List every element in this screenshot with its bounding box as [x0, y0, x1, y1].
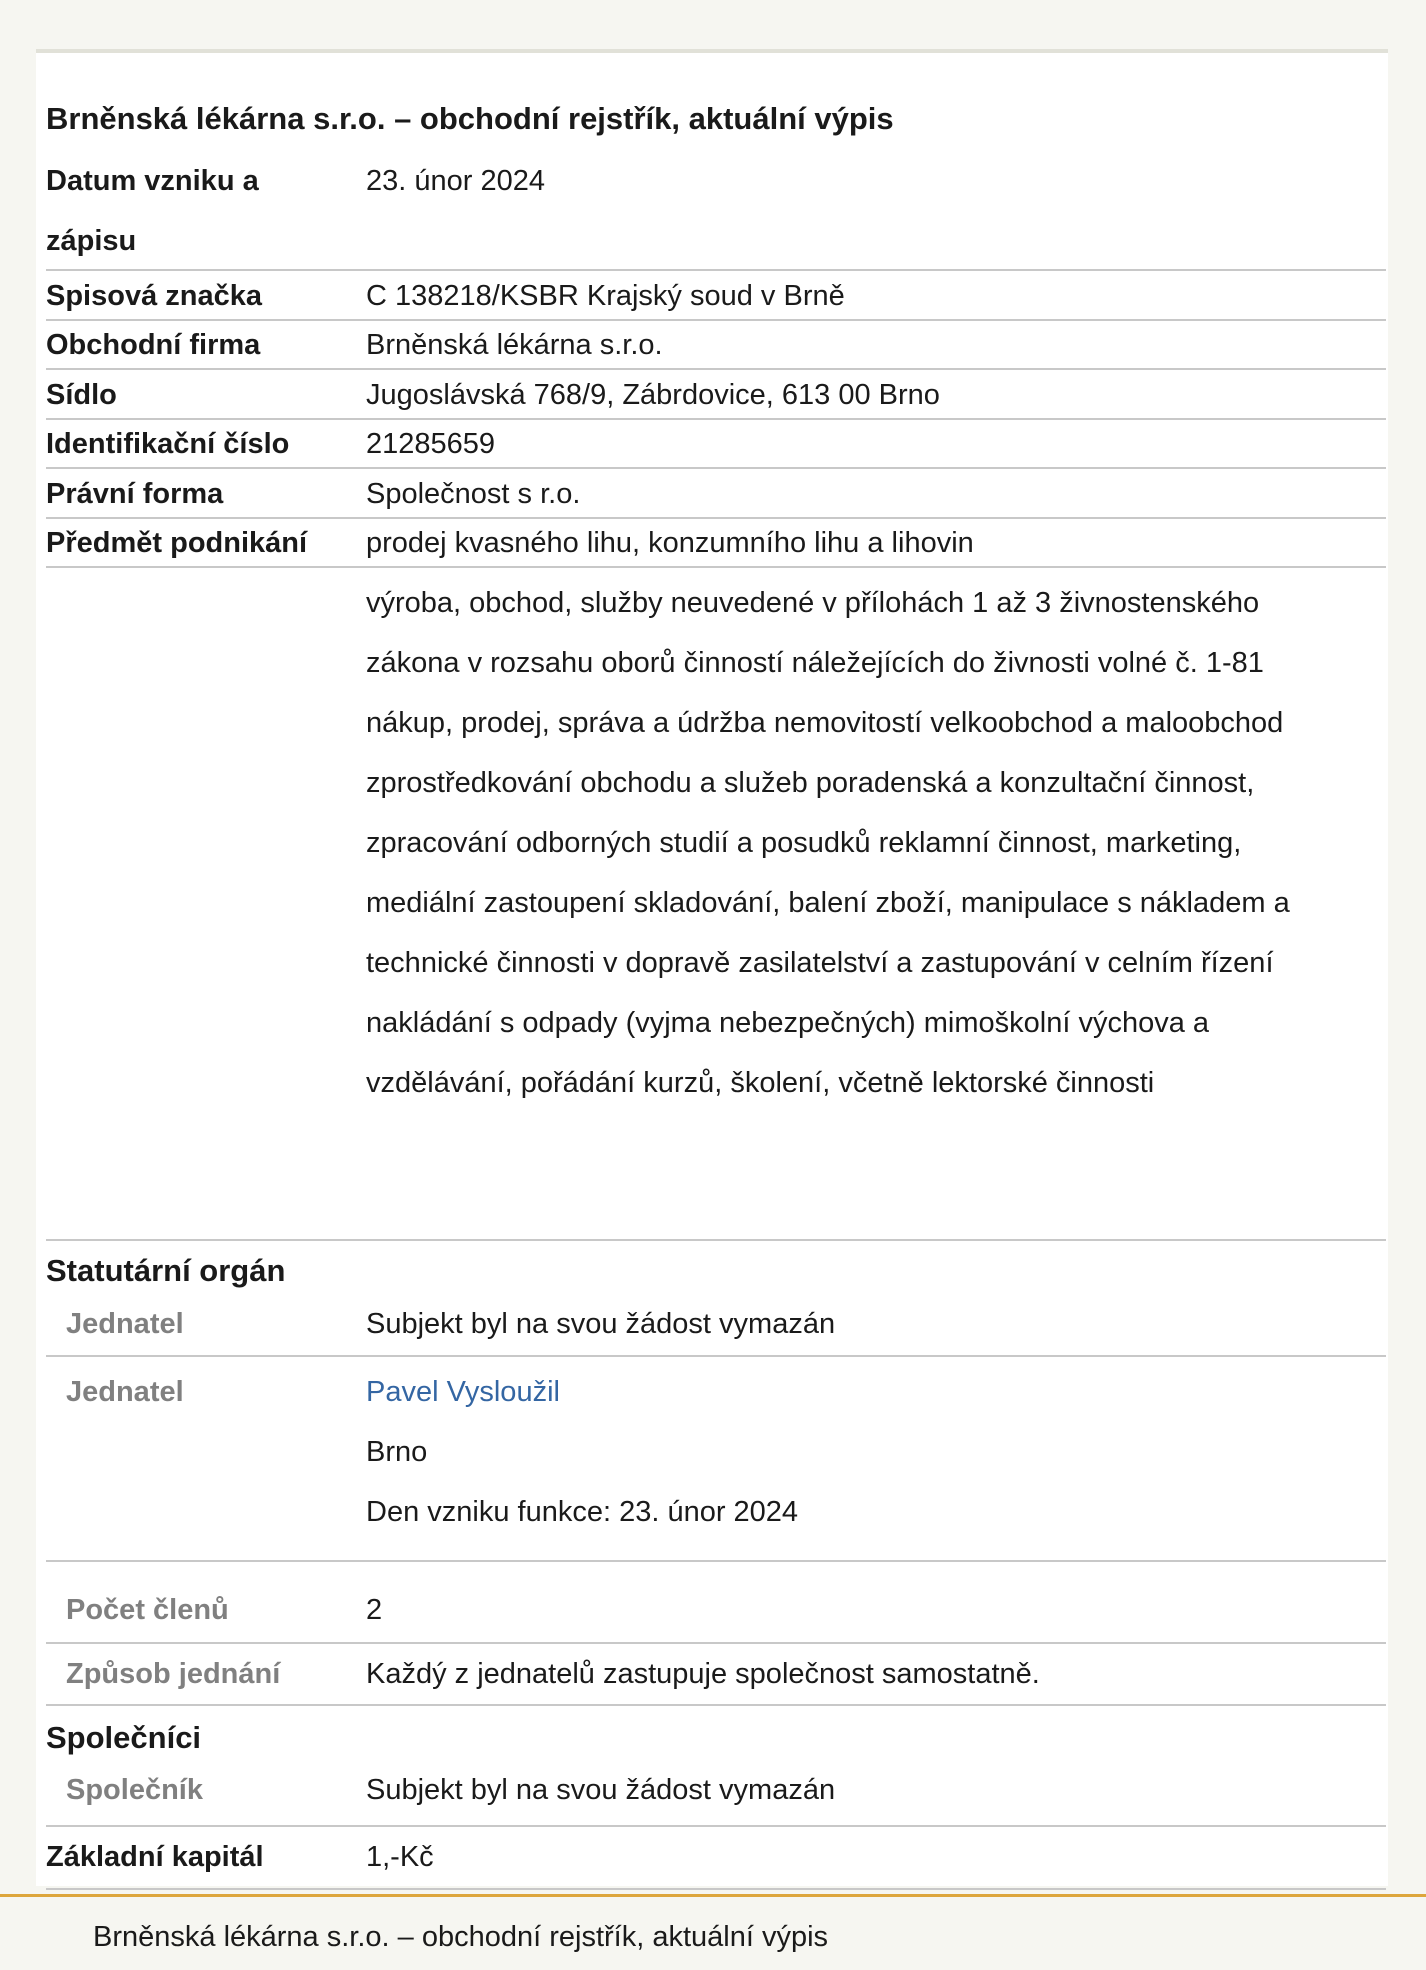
row-pravni-forma — [46, 469, 1386, 519]
row-obchodni-firma — [46, 321, 1386, 370]
row-value: Brněnská lékárna s.r.o. — [366, 329, 663, 361]
row-label: Základní kapitál — [46, 1841, 264, 1873]
row-predmet-podnikani — [46, 519, 1386, 568]
footer-title: Brněnská lékárna s.r.o. – obchodní rejstřík, aktuální výpis — [93, 1921, 829, 1953]
row-value: 2 — [366, 1594, 383, 1626]
row-pocet-clenu — [46, 1562, 1386, 1644]
row-label: Identifikační číslo — [46, 428, 290, 460]
row-value: 1,-Kč — [366, 1841, 434, 1873]
row-predmet-podnikani-detail — [46, 568, 1386, 1241]
register-extract-card — [36, 53, 1388, 1886]
row-spolecnik — [46, 1760, 1386, 1827]
row-datum-vzniku — [46, 151, 1386, 271]
row-value — [366, 1362, 1376, 1542]
row-jednatel-1 — [46, 1294, 1386, 1357]
person-city: Brno — [366, 1436, 428, 1468]
person-link[interactable]: Pavel Vysloužil — [366, 1376, 560, 1408]
row-label: Jednatel — [66, 1308, 184, 1340]
section-title-spolecnici: Společníci — [46, 1720, 202, 1755]
row-value: C 138218/KSBR Krajský soud v Brně — [366, 280, 845, 312]
row-value: 21285659 — [366, 428, 496, 460]
person-since: Den vzniku funkce: 23. únor 2024 — [366, 1496, 799, 1528]
page-title: Brněnská lékárna s.r.o. – obchodní rejstřík, aktuální výpis — [46, 101, 894, 136]
row-label: Jednatel — [66, 1376, 184, 1408]
row-identifikacni-cislo — [46, 420, 1386, 469]
row-value: Společnost s r.o. — [366, 478, 581, 510]
row-label: Společník — [66, 1774, 203, 1806]
row-jednatel-2 — [46, 1357, 1386, 1562]
row-zpusob-jednani — [46, 1644, 1386, 1706]
row-value: Jugoslávská 768/9, Zábrdovice, 613 00 Brno — [366, 379, 940, 411]
row-value: 23. únor 2024 — [366, 165, 545, 197]
row-label: Způsob jednání — [66, 1658, 281, 1690]
row-label: Předmět podnikání — [46, 527, 308, 559]
row-zakladni-kapital — [46, 1827, 1386, 1890]
section-title-statutarni-organ: Statutární orgán — [46, 1253, 286, 1288]
row-label: Obchodní firma — [46, 329, 261, 361]
row-label: Spisová značka — [46, 280, 262, 312]
row-value: Subjekt byl na svou žádost vymazán — [366, 1308, 836, 1340]
row-sidlo — [46, 370, 1386, 420]
row-label: Počet členů — [66, 1594, 229, 1626]
row-value: výroba, obchod, služby neuvedené v přílohách 1 až 3 živnostenského zákona v rozsahu oborů činností náležejících do živnosti volné č. 1-81 nákup, prodej, správa a údržba nemovitostí velkoobchod a maloobchod zprostředkování obchodu a služeb poradenská a konzultační činnost, zpracování odborných studií a posudků reklamní činnost, marketing, mediální zastoupení skladování, balení zboží, manipulace s nákladem a technické činnosti v dopravě zasilatelství a zastupování v celním řízení nakládání s odpady (vyjma nebezpečných) mimoškolní výchova a vzdělávání, pořádání kurzů, školení, včetně lektorské činnosti — [366, 587, 1290, 1099]
row-value: prodej kvasného lihu, konzumního lihu a lihovin — [366, 527, 974, 559]
row-value: Subjekt byl na svou žádost vymazán — [366, 1774, 836, 1806]
row-value: Každý z jednatelů zastupuje společnost samostatně. — [366, 1658, 1040, 1690]
row-spisova-znacka — [46, 271, 1386, 321]
page-footer — [0, 1894, 1426, 1970]
row-label: Sídlo — [46, 379, 117, 411]
row-label: Datum vzniku a zápisu — [46, 165, 259, 257]
row-label: Právní forma — [46, 478, 224, 510]
